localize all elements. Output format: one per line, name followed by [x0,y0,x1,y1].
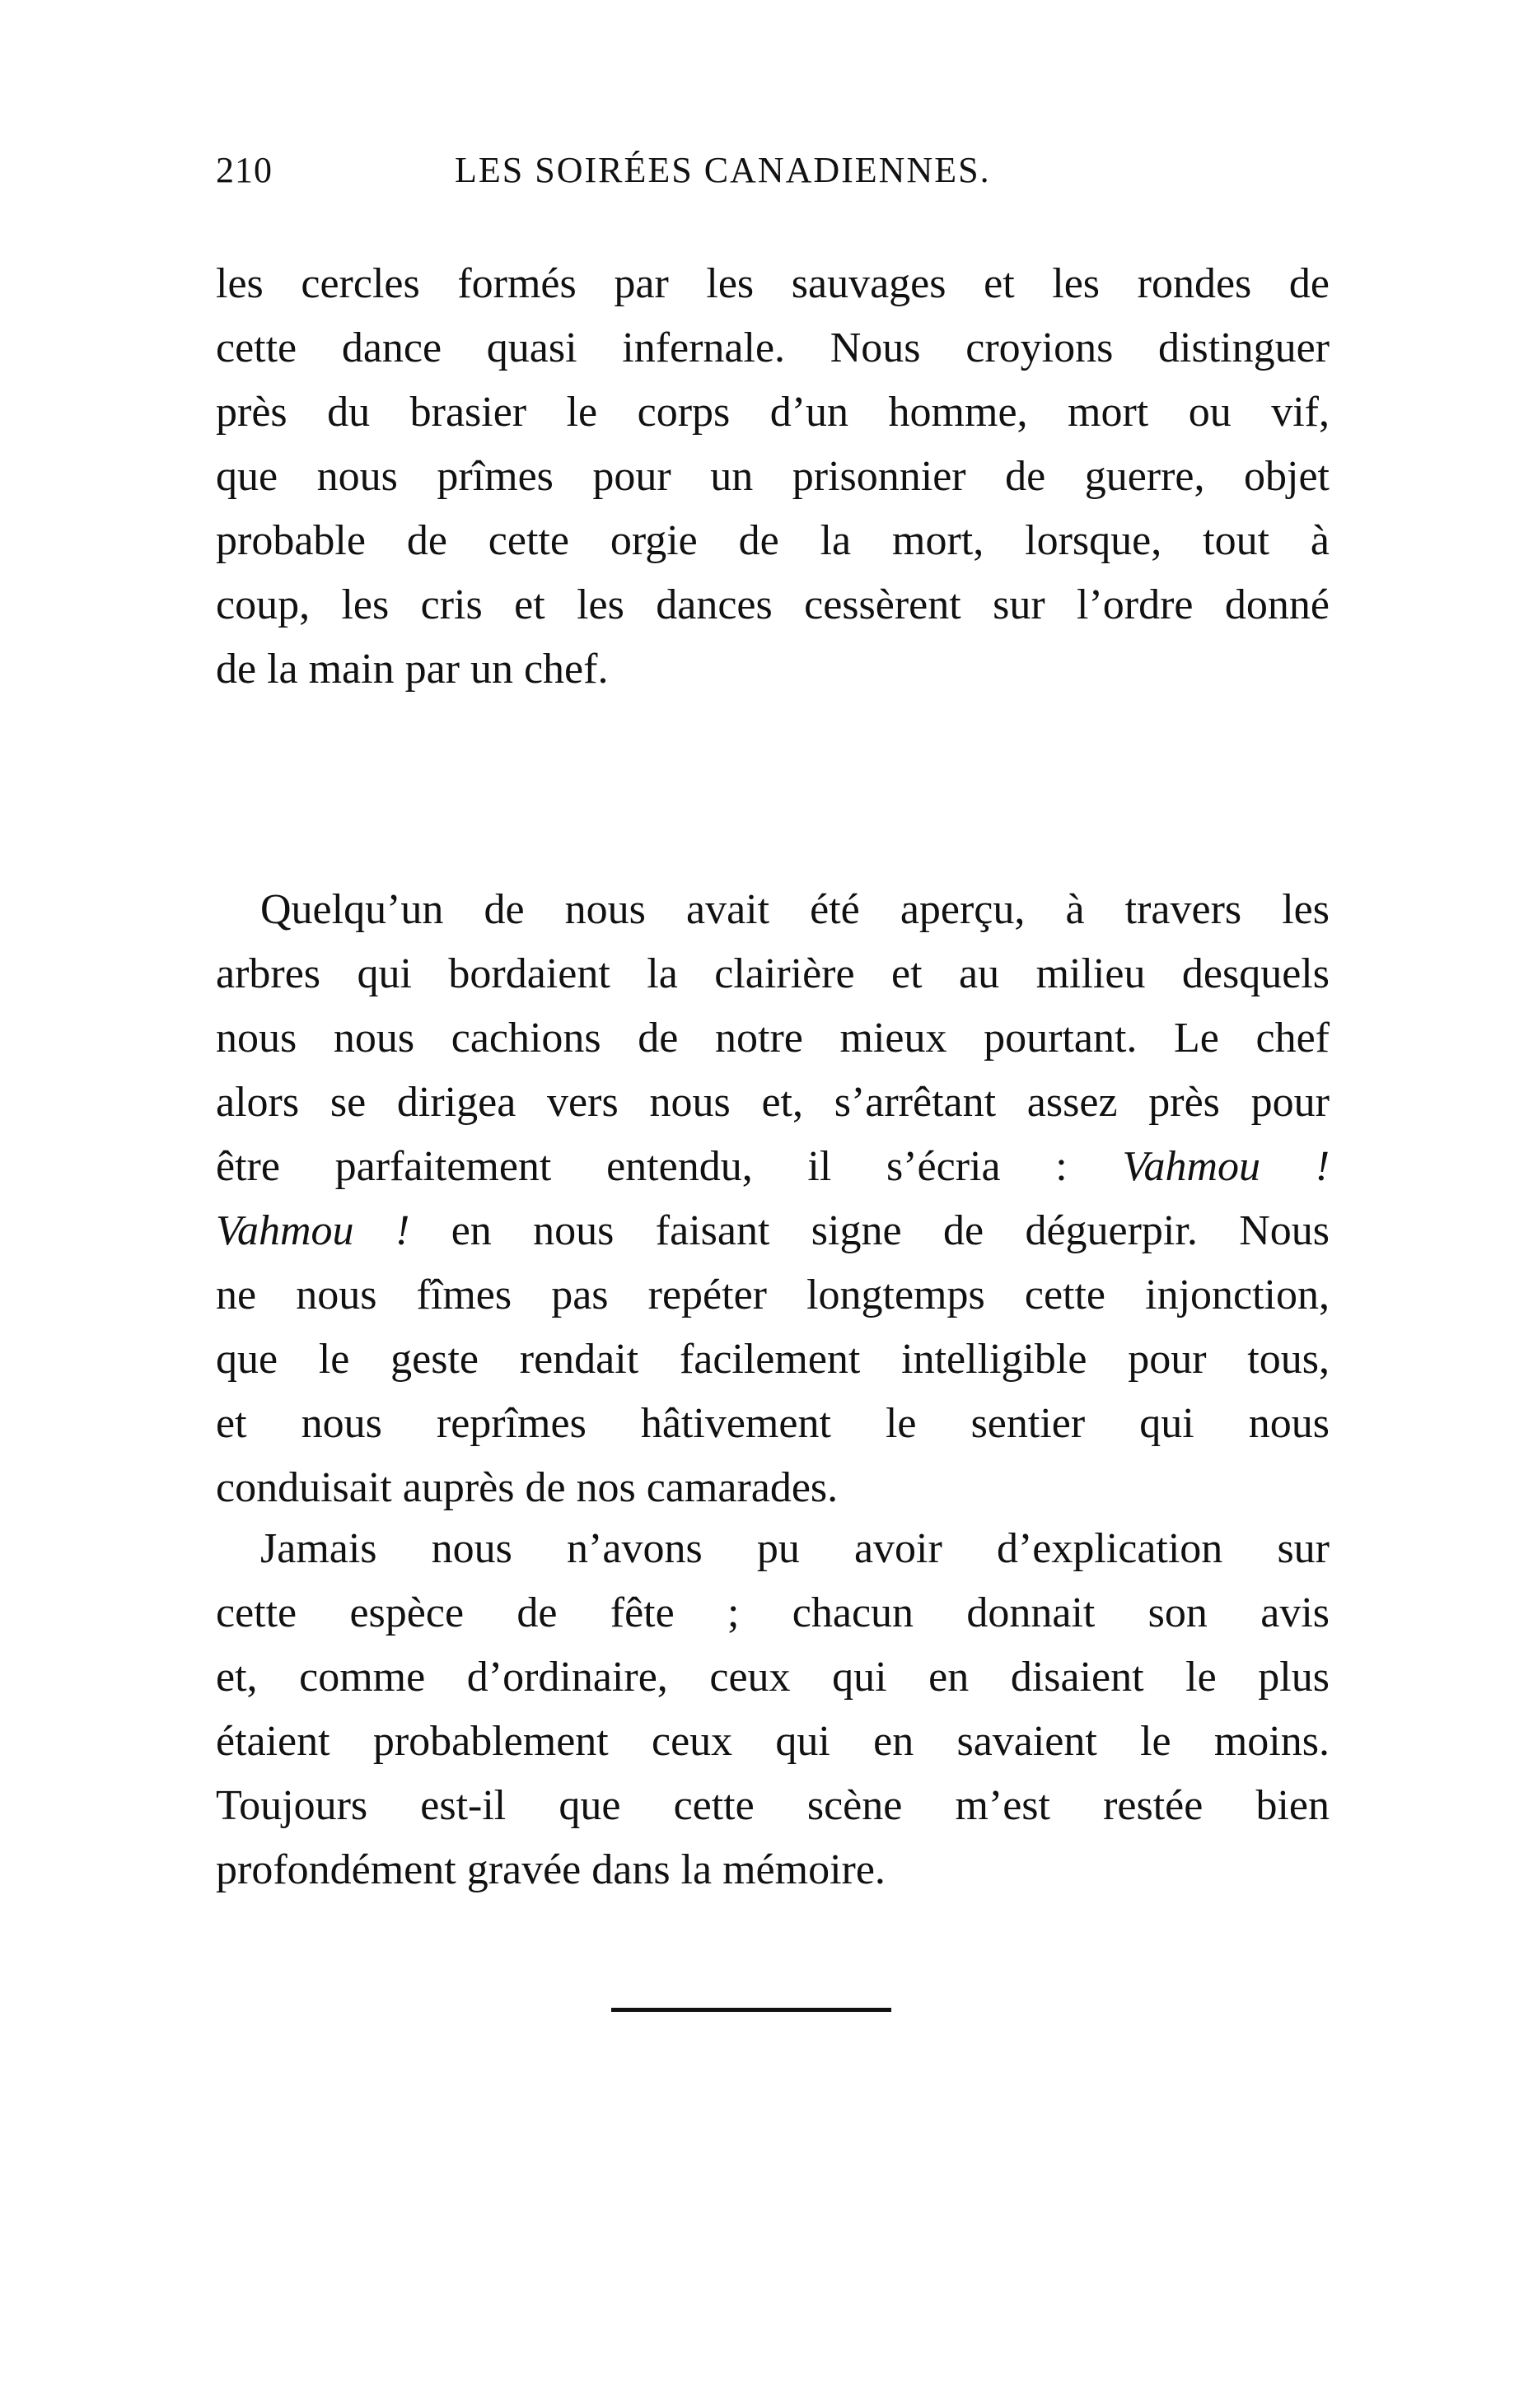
text-line: Quelqu’un de nous avait été aperçu, à travers les [260,886,1330,933]
text-line: nous nous cachions de notre mieux pourtant. Le chef [216,1015,1330,1062]
text-line: ne nous fîmes pas repéter longtemps cette injonction, [216,1272,1330,1318]
paragraph-3 [216,1517,1330,1902]
text-line: conduisait auprès de nos camarades. [216,1464,839,1511]
text-line: de la main par un chef. [216,646,609,693]
text-line: que le geste rendait facilement intelligible pour tous, [216,1336,1330,1383]
text-line: Jamais nous n’avons pu avoir d’explication sur [260,1525,1330,1572]
text-line: probable de cette orgie de la mort, lorsque, tout à [216,517,1330,564]
text-line-with-exclamation [216,1135,1330,1199]
page-number: 210 [216,150,273,190]
text-line: que nous prîmes pour un prisonnier de guerre, objet [216,453,1330,500]
text-line: et nous reprîmes hâtivement le sentier qui nous [216,1400,1330,1447]
section-end-rule [611,2008,891,2012]
text-line: cette espèce de fête ; chacun donnait son avis [216,1589,1330,1636]
running-title: LES SOIRÉES CANADIENNES. [455,150,991,190]
text-line: près du brasier le corps d’un homme, mort ou vif, [216,389,1330,436]
paragraph-1 [216,252,1330,702]
text-segment: être parfaitement entendu, il s’écria : [216,1143,1068,1190]
running-head [216,142,1328,199]
text-line: alors se dirigea vers nous et, s’arrêtant assez près pour [216,1079,1330,1126]
text-line: Toujours est-il que cette scène m’est restée bien [216,1782,1330,1829]
paragraph-2 [216,878,1330,1520]
text-line: les cercles formés par les sauvages et les rondes de [216,260,1330,307]
text-line: et, comme d’ordinaire, ceux qui en disaient le plus [216,1654,1330,1701]
text-line: coup, les cris et les dances cessèrent sur l’ordre donné [216,581,1330,628]
text-line: arbres qui bordaient la clairière et au milieu desquels [216,950,1330,997]
exclamation-vahmou: Vahmou ! [1122,1143,1330,1190]
text-line: cette dance quasi infernale. Nous croyions distinguer [216,324,1330,371]
text-line: profondément gravée dans la mémoire. [216,1846,886,1893]
text-line: étaient probablement ceux qui en savaient le moins. [216,1718,1330,1765]
text-segment: en nous faisant signe de déguerpir. Nous [451,1207,1330,1254]
exclamation-vahmou: Vahmou ! [216,1207,410,1254]
text-line-with-exclamation [216,1199,1330,1263]
